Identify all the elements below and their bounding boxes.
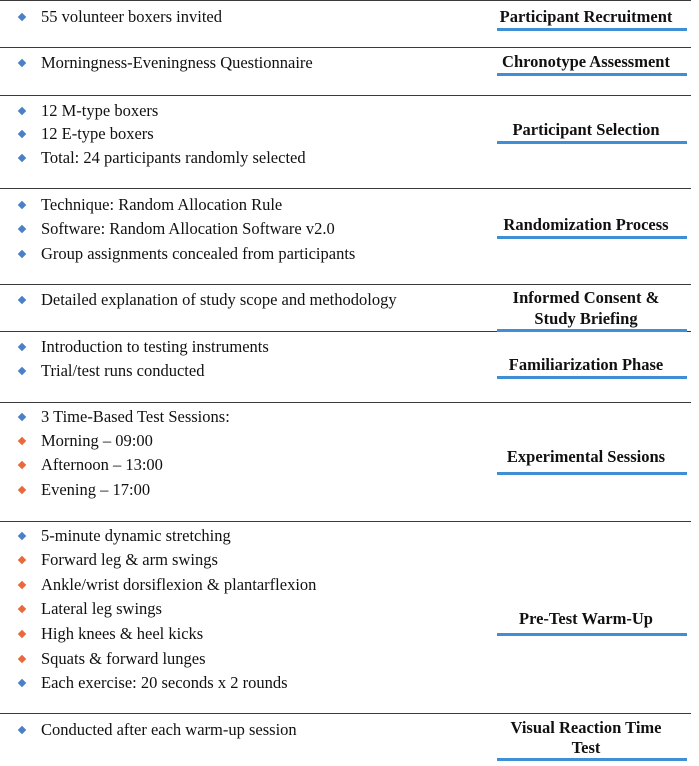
stage-underline — [497, 141, 687, 144]
list-item — [17, 336, 269, 358]
item-text: Conducted after each warm-up session — [41, 720, 297, 739]
stage-label: Participant Recruitment — [499, 7, 673, 26]
list-item — [17, 549, 218, 571]
stage-underline — [497, 73, 687, 76]
item-text: Afternoon – 13:00 — [41, 455, 163, 474]
diamond-bullet-icon — [18, 605, 26, 613]
stage-label: Chronotype Assessment — [502, 52, 670, 71]
stage-label: Participant Selection — [512, 120, 660, 139]
list-item — [17, 147, 306, 169]
diamond-bullet-icon — [18, 726, 26, 734]
stage-underline — [497, 758, 687, 761]
item-text: Each exercise: 20 seconds x 2 rounds — [41, 673, 288, 692]
diamond-bullet-icon — [18, 630, 26, 638]
item-text: Software: Random Allocation Software v2.0 — [41, 219, 335, 238]
diamond-bullet-icon — [18, 107, 26, 115]
stage-visual-reaction-time-test — [0, 713, 699, 766]
stage-chronotype-assessment — [0, 47, 699, 95]
diamond-bullet-icon — [18, 461, 26, 469]
diamond-bullet-icon — [18, 556, 26, 564]
stage-label: Pre-Test Warm-Up — [519, 609, 653, 628]
diamond-bullet-icon — [18, 225, 26, 233]
stage-label: Familiarization Phase — [508, 355, 664, 374]
diamond-bullet-icon — [18, 201, 26, 209]
stage-label: Experimental Sessions — [506, 447, 666, 466]
diamond-bullet-icon — [18, 581, 26, 589]
item-text: Total: 24 participants randomly selected — [41, 148, 306, 167]
list-item — [17, 289, 397, 311]
list-item — [17, 6, 222, 28]
list-item — [17, 719, 297, 741]
item-text: Group assignments concealed from participants — [41, 244, 356, 263]
list-item — [17, 525, 231, 547]
stage-label-line-2: Study Briefing — [534, 309, 638, 328]
list-item — [17, 672, 288, 694]
list-item — [17, 648, 206, 670]
stage-participant-recruitment — [0, 0, 699, 47]
stage-label-line-1: Visual Reaction Time — [510, 718, 662, 737]
stage-underline — [497, 236, 687, 239]
item-text: Forward leg & arm swings — [41, 550, 218, 569]
diamond-bullet-icon — [18, 532, 26, 540]
stage-underline — [497, 633, 687, 636]
item-text: 12 E-type boxers — [41, 124, 154, 143]
list-item — [17, 123, 154, 145]
list-item — [17, 479, 150, 501]
diamond-bullet-icon — [18, 13, 26, 21]
diamond-bullet-icon — [18, 679, 26, 687]
stage-label: Randomization Process — [503, 215, 669, 234]
diamond-bullet-icon — [18, 486, 26, 494]
list-item — [17, 52, 313, 74]
item-text: Evening – 17:00 — [41, 480, 151, 499]
item-text: Lateral leg swings — [41, 599, 162, 618]
item-text: Ankle/wrist dorsiflexion & plantarflexion — [41, 575, 317, 594]
diamond-bullet-icon — [18, 343, 26, 351]
list-item — [17, 430, 153, 452]
diamond-bullet-icon — [18, 250, 26, 258]
stage-label-line-2: Test — [571, 738, 601, 757]
list-item — [17, 194, 282, 216]
list-item — [17, 574, 316, 596]
item-text: Detailed explanation of study scope and methodology — [41, 290, 397, 309]
stage-underline — [497, 28, 687, 31]
diamond-bullet-icon — [18, 59, 26, 67]
item-text: 5-minute dynamic stretching — [41, 526, 231, 545]
diamond-bullet-icon — [18, 437, 26, 445]
item-text: Morningness-Eveningness Questionnaire — [41, 53, 313, 72]
list-item — [17, 623, 203, 645]
item-text: Introduction to testing instruments — [41, 337, 269, 356]
item-text: High knees & heel kicks — [41, 624, 204, 643]
item-text: 55 volunteer boxers invited — [41, 7, 223, 26]
list-item — [17, 598, 162, 620]
stage-randomization-process — [0, 188, 699, 284]
item-text: 3 Time-Based Test Sessions: — [41, 407, 230, 426]
stage-familiarization-phase — [0, 331, 699, 402]
list-item — [17, 100, 158, 122]
diamond-bullet-icon — [18, 130, 26, 138]
item-text: Morning – 09:00 — [41, 431, 153, 450]
stage-informed-consent — [0, 284, 699, 331]
diamond-bullet-icon — [18, 413, 26, 421]
item-text: Technique: Random Allocation Rule — [41, 195, 283, 214]
stage-pre-test-warm-up — [0, 521, 699, 713]
diamond-bullet-icon — [18, 154, 26, 162]
item-text: 12 M-type boxers — [41, 101, 159, 120]
list-item — [17, 406, 230, 428]
list-item — [17, 360, 204, 382]
item-text: Trial/test runs conducted — [41, 361, 205, 380]
item-text: Squats & forward lunges — [41, 649, 206, 668]
list-item — [17, 454, 163, 476]
stage-participant-selection — [0, 95, 699, 188]
stage-experimental-sessions — [0, 402, 699, 521]
list-item — [17, 218, 335, 240]
diamond-bullet-icon — [18, 655, 26, 663]
list-item — [17, 243, 355, 265]
stage-underline — [497, 472, 687, 475]
stage-label-line-1: Informed Consent & — [512, 288, 660, 307]
diamond-bullet-icon — [18, 296, 26, 304]
diamond-bullet-icon — [18, 367, 26, 375]
stage-underline — [497, 376, 687, 379]
